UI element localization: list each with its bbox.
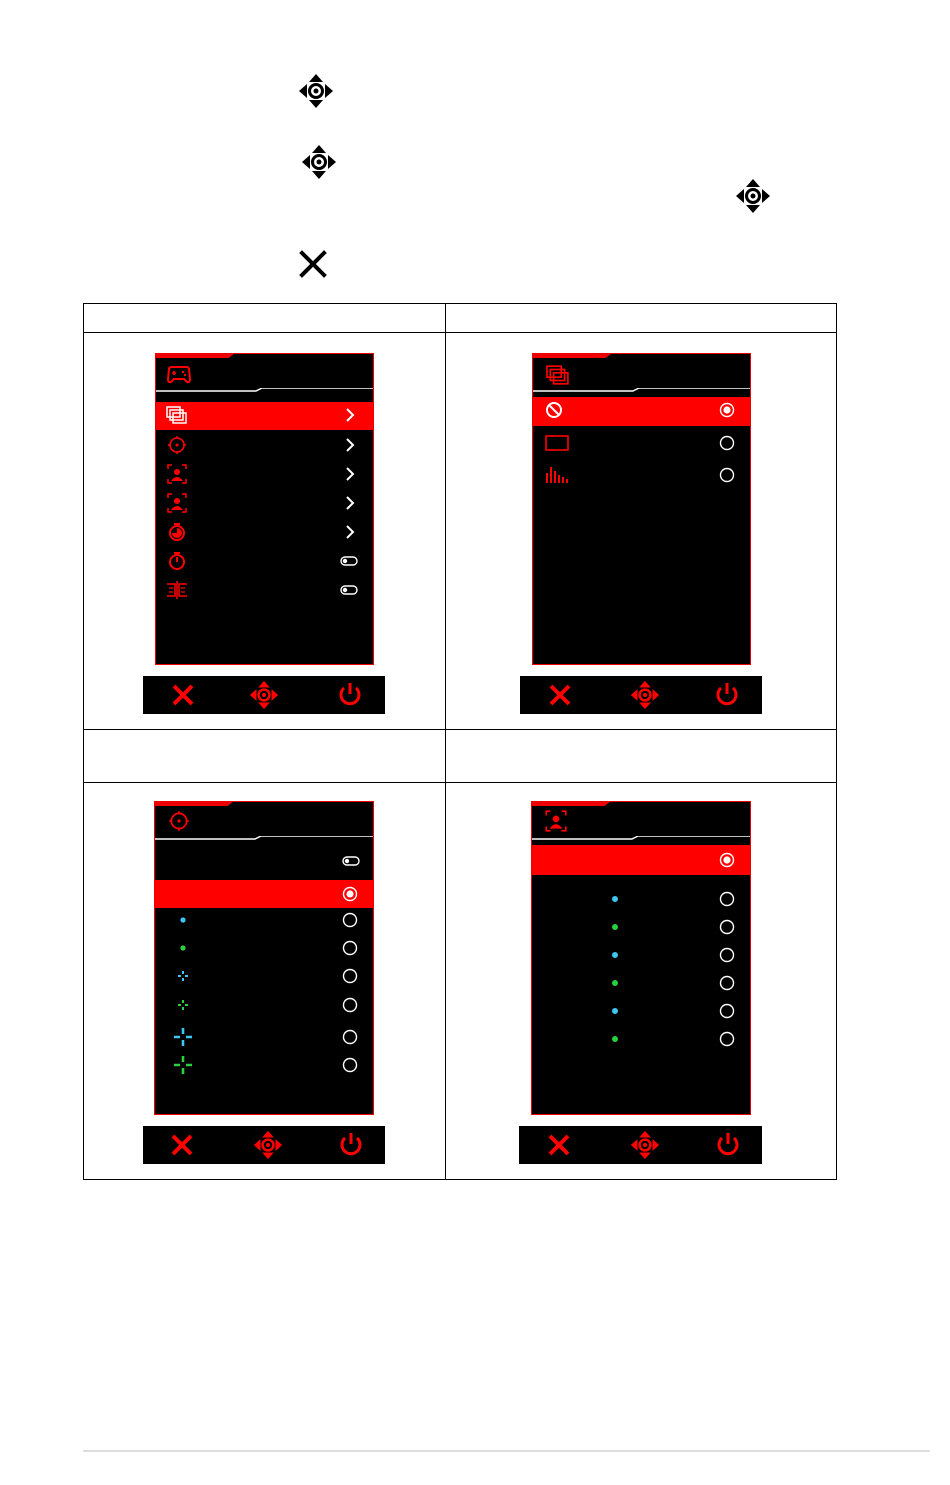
osd-screen-sniper bbox=[531, 801, 751, 1115]
option-dot-green-1[interactable] bbox=[532, 914, 750, 940]
close-icon[interactable] bbox=[545, 680, 575, 710]
radio-icon[interactable] bbox=[718, 1030, 736, 1048]
option-small-cross-cyan[interactable] bbox=[155, 963, 373, 989]
dot-cyan-icon bbox=[604, 945, 626, 965]
chevron-right-icon bbox=[341, 465, 359, 483]
dot-green-icon bbox=[604, 917, 626, 937]
dot-cyan-icon bbox=[175, 910, 197, 930]
dot-green-icon bbox=[604, 1029, 626, 1049]
sniper-icon bbox=[166, 493, 188, 513]
title-divider bbox=[156, 388, 373, 390]
close-icon[interactable] bbox=[168, 680, 198, 710]
five-way-navigation-icon bbox=[298, 73, 334, 109]
osd-menu-table bbox=[83, 303, 837, 1180]
radio-icon[interactable] bbox=[718, 946, 736, 964]
menu-item-sniper-2[interactable] bbox=[156, 490, 373, 516]
chevron-right-icon bbox=[341, 406, 359, 424]
dot-green-icon bbox=[604, 973, 626, 993]
radio-icon[interactable] bbox=[341, 911, 359, 929]
power-icon[interactable] bbox=[712, 680, 742, 710]
button-guide-bar bbox=[143, 1126, 385, 1164]
osd-screen-crosshair bbox=[154, 801, 374, 1115]
option-dot-green-2[interactable] bbox=[532, 970, 750, 996]
five-way-navigation-icon[interactable] bbox=[630, 680, 660, 710]
sniper-icon bbox=[544, 810, 568, 837]
radio-icon[interactable] bbox=[341, 1056, 359, 1074]
gameplus-overlay-icon bbox=[545, 364, 571, 391]
radio-selected-icon[interactable] bbox=[718, 401, 736, 419]
screen-tab-accent bbox=[532, 353, 612, 358]
panel-cell-crosshair-menu bbox=[84, 783, 446, 1180]
equalizer-icon bbox=[543, 465, 569, 485]
small-cross-green-icon bbox=[175, 995, 197, 1015]
osd-screen-overlay bbox=[532, 353, 751, 665]
panel-cell-gameplus-menu bbox=[84, 333, 446, 730]
screen-tab-accent bbox=[155, 353, 235, 358]
table-header-left bbox=[84, 304, 446, 333]
close-icon[interactable] bbox=[544, 1130, 574, 1160]
chevron-right-icon bbox=[341, 494, 359, 512]
option-dot-cyan-2[interactable] bbox=[532, 942, 750, 968]
dot-green-icon bbox=[175, 938, 197, 958]
radio-icon[interactable] bbox=[341, 967, 359, 985]
radio-icon[interactable] bbox=[718, 918, 736, 936]
button-guide-bar bbox=[143, 676, 385, 714]
five-way-navigation-icon[interactable] bbox=[253, 1130, 283, 1160]
radio-selected-icon[interactable] bbox=[341, 885, 359, 903]
menu-item-sniper[interactable] bbox=[156, 461, 373, 487]
close-icon bbox=[298, 249, 328, 279]
dot-cyan-icon bbox=[604, 1001, 626, 1021]
radio-icon[interactable] bbox=[718, 1002, 736, 1020]
osd-screen-gameplus bbox=[155, 353, 374, 665]
cross-cyan-icon bbox=[173, 1027, 195, 1047]
toggle-switch-icon[interactable] bbox=[339, 581, 359, 599]
screen-tab-accent bbox=[531, 801, 611, 806]
option-frame[interactable] bbox=[533, 430, 750, 456]
menu-item-display-alignment[interactable] bbox=[156, 577, 373, 603]
cross-green-icon bbox=[173, 1055, 195, 1075]
option-dot-cyan[interactable] bbox=[155, 907, 373, 933]
option-equalizer[interactable] bbox=[533, 462, 750, 488]
panel-cell-overlay-menu bbox=[446, 333, 837, 730]
menu-item-gameplus-overlay[interactable] bbox=[156, 402, 373, 430]
option-cross-cyan[interactable] bbox=[155, 1024, 373, 1050]
option-off[interactable] bbox=[533, 397, 750, 426]
close-icon[interactable] bbox=[167, 1130, 197, 1160]
radio-icon[interactable] bbox=[718, 890, 736, 908]
sniper-icon bbox=[166, 464, 188, 484]
dot-cyan-icon bbox=[604, 889, 626, 909]
five-way-navigation-icon[interactable] bbox=[249, 680, 279, 710]
option-small-cross-green[interactable] bbox=[155, 992, 373, 1018]
option-crosshair-toggle[interactable] bbox=[155, 848, 373, 874]
small-cross-cyan-icon bbox=[175, 966, 197, 986]
toggle-switch-icon[interactable] bbox=[339, 552, 359, 570]
toggle-switch-icon[interactable] bbox=[341, 852, 361, 870]
radio-icon[interactable] bbox=[718, 434, 736, 452]
power-icon[interactable] bbox=[336, 1130, 366, 1160]
menu-item-crosshair[interactable] bbox=[156, 432, 373, 458]
button-guide-bar bbox=[520, 676, 762, 714]
table-header-left-2 bbox=[84, 730, 446, 783]
five-way-navigation-icon bbox=[301, 144, 337, 180]
option-sniper-selected[interactable] bbox=[532, 845, 750, 875]
five-way-navigation-icon[interactable] bbox=[630, 1130, 660, 1160]
table-header-right-2 bbox=[446, 730, 837, 783]
chevron-right-icon bbox=[341, 436, 359, 454]
option-cross-green[interactable] bbox=[155, 1052, 373, 1078]
five-way-navigation-icon bbox=[735, 178, 771, 214]
menu-item-timer[interactable] bbox=[156, 519, 373, 545]
radio-icon[interactable] bbox=[341, 1028, 359, 1046]
screen-tab-accent bbox=[154, 801, 234, 806]
panel-cell-sniper-menu bbox=[446, 783, 837, 1180]
gameplus-overlay-icon bbox=[166, 405, 188, 425]
option-dot-cyan-3[interactable] bbox=[532, 998, 750, 1024]
timer-icon bbox=[166, 522, 188, 542]
gamepad-icon bbox=[166, 364, 192, 391]
radio-icon[interactable] bbox=[341, 996, 359, 1014]
option-dot-green[interactable] bbox=[155, 935, 373, 961]
option-crosshair-selected[interactable] bbox=[155, 880, 373, 908]
timer-icon bbox=[166, 551, 188, 571]
menu-item-stopwatch[interactable] bbox=[156, 548, 373, 574]
radio-icon[interactable] bbox=[341, 939, 359, 957]
radio-icon[interactable] bbox=[718, 974, 736, 992]
title-divider bbox=[533, 388, 750, 390]
display-alignment-icon bbox=[166, 580, 188, 600]
crosshair-icon bbox=[167, 810, 191, 837]
button-guide-bar bbox=[519, 1126, 762, 1164]
option-dot-cyan-1[interactable] bbox=[532, 886, 750, 912]
chevron-right-icon bbox=[341, 523, 359, 541]
power-icon[interactable] bbox=[713, 1130, 743, 1160]
off-icon bbox=[543, 400, 565, 420]
page-footer-rule bbox=[83, 1450, 930, 1452]
radio-selected-icon[interactable] bbox=[718, 851, 736, 869]
rectangle-icon bbox=[543, 433, 569, 453]
title-divider bbox=[532, 836, 750, 838]
title-divider bbox=[155, 836, 373, 838]
power-icon[interactable] bbox=[335, 680, 365, 710]
crosshair-icon bbox=[166, 435, 188, 455]
table-header-right bbox=[446, 304, 837, 333]
radio-icon[interactable] bbox=[718, 466, 736, 484]
option-dot-green-3[interactable] bbox=[532, 1026, 750, 1052]
